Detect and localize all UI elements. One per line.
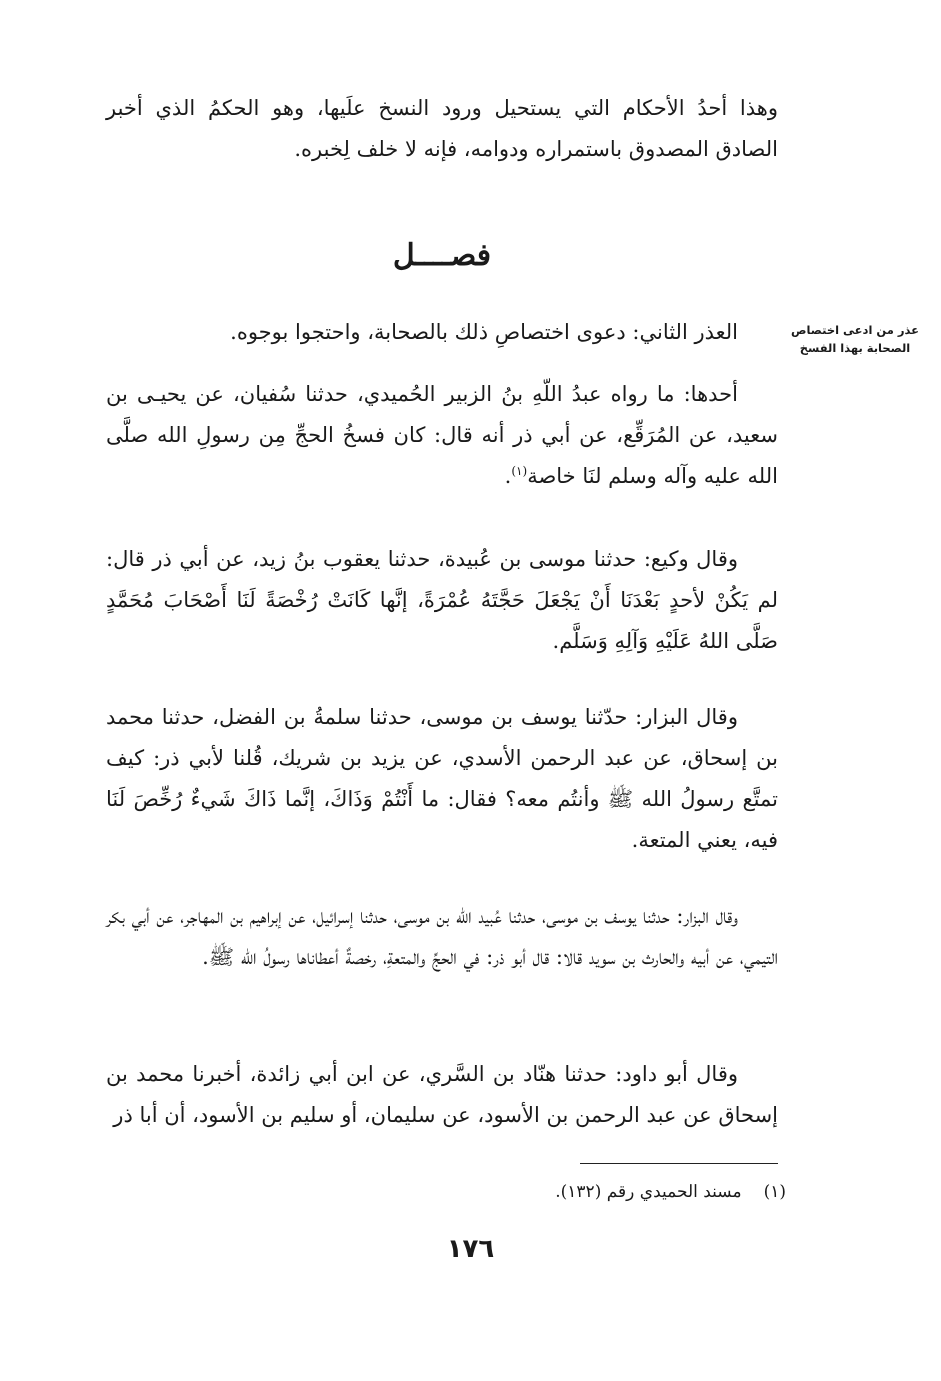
paragraph-text: وقال البزار: حدّثنا يوسف بن موسى، حدثنا سلمةُ بن الفضل، حدثنا محمد بن إسحاق، عن عبد الرحمن الأسدي، عن يزيد بن شريك، قُلنا لأبي ذر: كيف تمتَّع رسولُ الله ﷺ وأنتُم معه؟ فقال: ما أَنْتُمْ وَذَاكَ، إنَّما ذَاكَ شَيءٌ رُخِّصَ لَنَا فيه، يعني المتعة.	[106, 705, 778, 852]
paragraph-1	[106, 374, 778, 497]
intro-text: وهذا أحدُ الأحكام التي يستحيل ورود النسخ علَيها، وهو الحكمُ الذي أخبر الصادق المصدوق باستمراره ودوامه، فإنه لا خلف لِخبره.	[106, 96, 778, 161]
section-heading: فصــــل	[392, 238, 492, 273]
margin-note: عذر من ادعى اختصاص الصحابة بهذا الفسخ	[791, 323, 919, 355]
paragraph-2	[106, 539, 778, 662]
page-number: ١٧٦	[446, 1234, 495, 1264]
paragraph-3	[106, 697, 778, 861]
paragraph-text	[106, 374, 778, 497]
paragraph-text: وقال البزار: حدثنا يوسف بن موسى، حدثنا عُبيد الله بن موسى، حدثنا إسرائيل، عن إبراهيم بن المهاجر، عن أبي بكر التيمي، عن أبيه والحارث بن سويد قالا: قال أبو ذر: في الحجِّ والمتعةِ، رخصةٌ أعطاناها رسولُ الله ﷺ.	[106, 904, 778, 969]
excuse-paragraph	[106, 312, 778, 353]
paragraph-text: وقال أبو داود: حدثنا هنّاد بن السَّري، عن ابن أبي زائدة، أخبرنا محمد بن إسحاق عن عبد الرحمن بن الأسود، عن سليمان، أو سليم بن الأسود، أن أبا ذر	[106, 1062, 778, 1127]
excuse-text: العذر الثاني: دعوى اختصاصِ ذلك بالصحابة، واحتجوا بوجوه.	[230, 320, 738, 344]
footnote-text: مسند الحميدي رقم (١٣٢).	[555, 1182, 742, 1202]
paragraph-body: أحدها: ما رواه عبدُ اللّهِ بنُ الزبير الحُميدي، حدثنا سُفيان، عن يحيـى بن سعيد، عن المُرَقِّع، عن أبي ذر أنه قال: كان فسخُ الحجِّ مِن رسولِ الله صلَّى الله عليه وآله وسلم لنَا خاصة	[106, 382, 778, 488]
intro-paragraph	[106, 88, 778, 170]
footnote-number: (١)	[763, 1182, 786, 1202]
footnote	[106, 1178, 786, 1206]
paragraph-5	[106, 1054, 778, 1136]
footnote-divider	[580, 1163, 778, 1164]
footnote-ref[interactable]: (١)	[511, 464, 528, 478]
paragraph-4	[106, 896, 778, 978]
paragraph-text: وقال وكيع: حدثنا موسى بن عُبيدة، حدثنا يعقوب بنُ زيد، عن أبي ذر قال: لم يَكُنْ لأحدٍ بَعْدَنَا أَنْ يَجْعَلَ حَجَّتَهُ عُمْرَةً، إنَّها كَانَتْ رُخْصَةً لَنَا أَصْحَابَ مُحَمَّدٍ صَلَّى اللهُ عَلَيْهِ وَآلِهِ وَسَلَّم.	[106, 547, 778, 653]
paragraph-tail: .	[504, 464, 512, 488]
